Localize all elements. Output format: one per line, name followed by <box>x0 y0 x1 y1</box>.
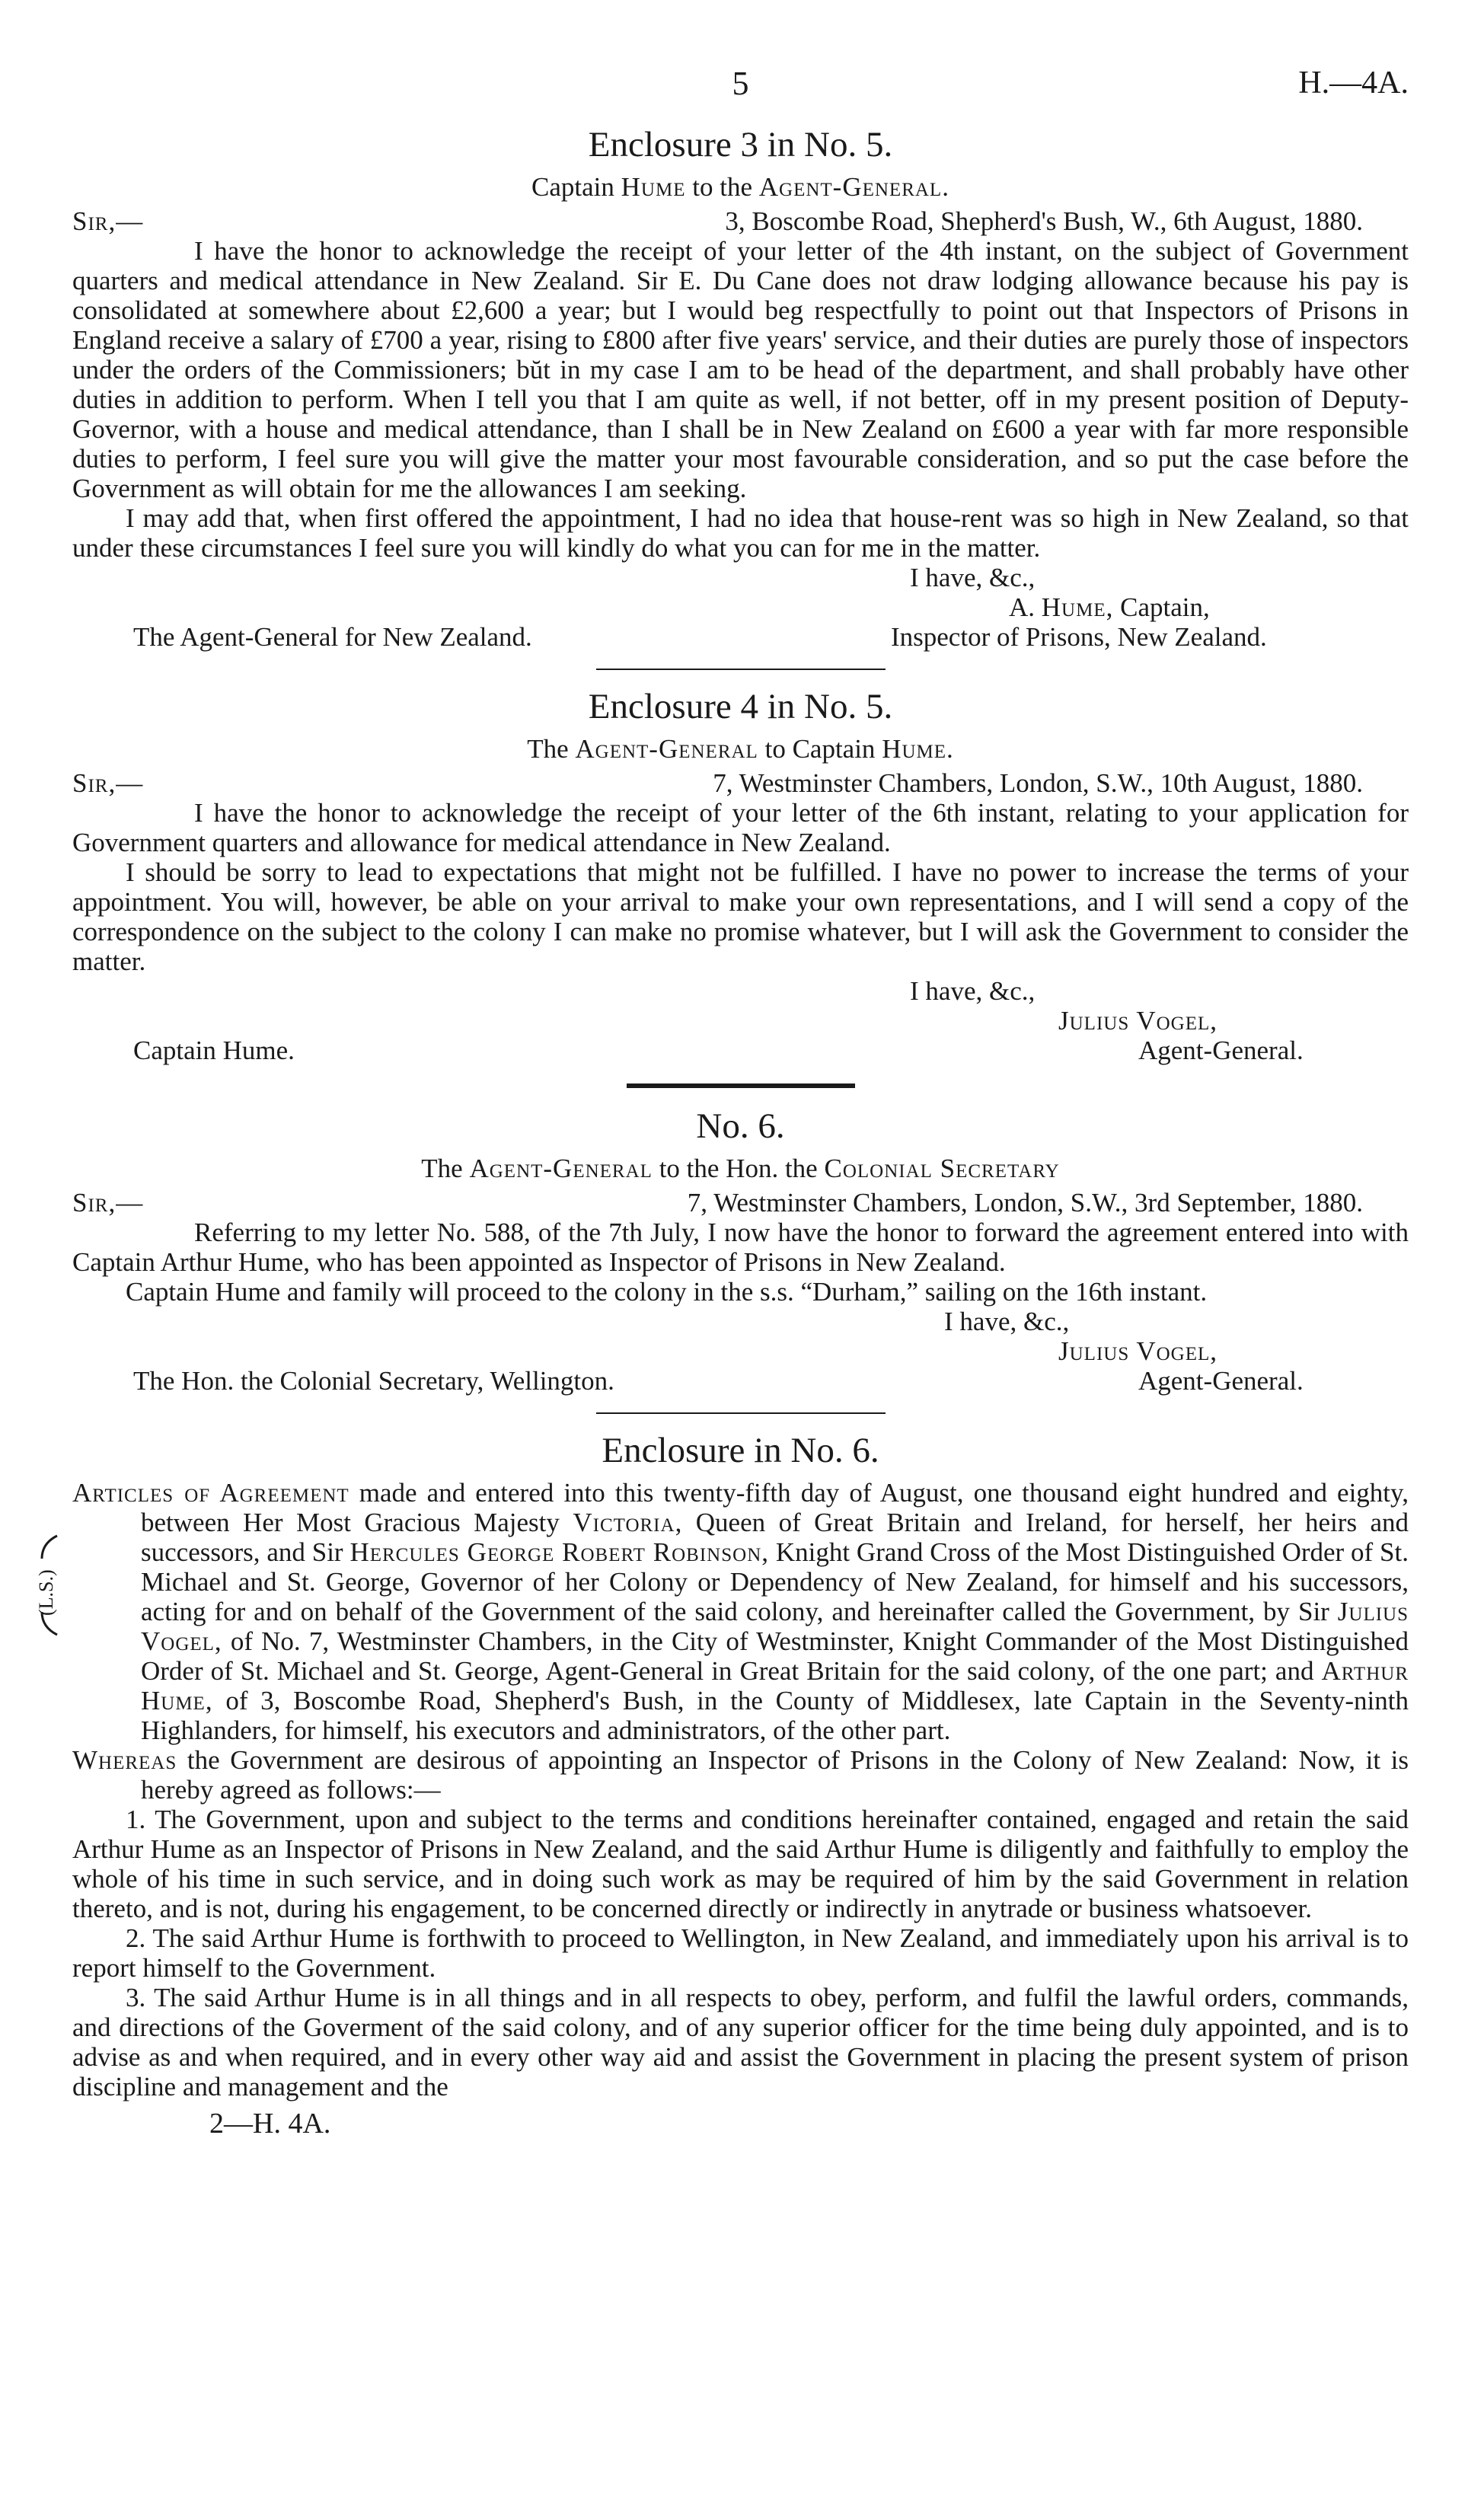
closing-line <box>72 976 1409 1006</box>
subtitle-text: to Captain <box>764 734 876 764</box>
signature-mark: 2—H. 4A. <box>209 2108 331 2140</box>
letter-paragraph: I may add that, when first offered the appointment, I had no idea that house-rent was so high in New Zealand, so that under these circumstances I feel sure you will kindly do what you can for me in the matter. <box>72 503 1409 563</box>
page-header <box>72 65 1409 114</box>
section-divider <box>596 1412 886 1414</box>
letter-paragraph: I have the honor to acknowledge the receipt of your letter of the 6th instant, relating to your application for Government quarters and allowance for medical attendance in New Zealand. <box>72 798 1409 857</box>
signatory-title: Agent-General. <box>1138 1036 1304 1065</box>
signatory-title: Agent-General. <box>1138 1366 1304 1396</box>
addressee-line <box>72 622 1409 652</box>
clause-1: 1. The Government, upon and subject to the terms and conditions hereinafter contained, engaged and retain the said Arthur Hume as an Inspector of Prisons in New Zealand, and the said Arthur Hume is diligently and faithfully to employ the whole of his time in such service, and in doing such work as may be required of him by the said Government in relation thereto, and is not, during his engagement, to be concerned directly or indirectly in anytrade or business whatsoever. <box>72 1805 1409 1923</box>
subtitle-name: Hume <box>621 172 686 202</box>
paper-code: H.—4A. <box>1298 65 1409 101</box>
signature-line <box>72 1006 1409 1036</box>
seal-label: (L.S.) <box>35 1569 57 1616</box>
section-subtitle <box>72 1154 1409 1183</box>
closing-line <box>72 563 1409 592</box>
section-subtitle <box>72 172 1409 202</box>
subtitle-text: The <box>421 1154 463 1183</box>
letter-address: 7, Westminster Chambers, London, S.W., 3rd September, 1880. <box>687 1188 1363 1218</box>
salutation: Sir,— <box>72 206 144 236</box>
seal-mark <box>27 1528 72 1642</box>
closing: I have, &c., <box>944 1307 1070 1336</box>
letter-paragraph: Referring to my letter No. 588, of the 7th July, I now have the honor to forward the agreement entered into with Captain Arthur Hume, who has been appointed as Inspector of Prisons in New Zealand. <box>72 1218 1409 1277</box>
letter-paragraph: I should be sorry to lead to expectations that might not be fulfilled. I have no power to increase the terms of your appointment. You will, however, be able on your arrival to make your own representations, and I will send a copy of the correspondence on the subject to the colony I can make no promise whatever, but I will ask the Government to consider the matter. <box>72 857 1409 976</box>
section-divider <box>596 669 886 670</box>
letter-heading <box>72 1188 1409 1218</box>
section-title: Enclosure 3 in No. 5. <box>588 125 893 164</box>
subtitle-name: Agent-General <box>469 1154 653 1183</box>
letter-heading <box>72 206 1409 236</box>
document-page <box>35 65 1409 2140</box>
enclosure-4 <box>72 685 1409 1065</box>
letter-address: 7, Westminster Chambers, London, S.W., 10th August, 1880. <box>713 768 1363 798</box>
enclosure-no-6 <box>35 1429 1409 2102</box>
signature: Julius Vogel, <box>1058 1336 1218 1366</box>
subtitle-name: Hume. <box>882 734 954 764</box>
subtitle-text: to the Hon. the <box>659 1154 818 1183</box>
enclosure-3 <box>72 123 1409 652</box>
section-title: Enclosure in No. 6. <box>602 1431 879 1470</box>
salutation: Sir,— <box>72 768 144 798</box>
subtitle-name: Colonial Secretary <box>824 1154 1060 1183</box>
subtitle-text: Captain <box>531 172 614 202</box>
subtitle-name: Agent-General. <box>758 172 949 202</box>
signature: A. Hume, Captain, <box>1009 592 1210 622</box>
closing-line <box>72 1307 1409 1336</box>
letter-paragraph: I have the honor to acknowledge the receipt of your letter of the 4th instant, on the subject of Government quarters and medical attendance in New Zealand. Sir E. Du Cane does not draw lodging allowance because his pay is consolidated at somewhere about £2,600 a year; but I would beg respectfully to point out that Inspectors of Prisons in England receive a salary of £700 a year, rising to £800 after five years' service, and their duties are purely those of inspectors under the orders of the Commissioners; bŭt in my case I am to be head of the department, and shall probably have other duties in addition to perform. When I tell you that I am quite as well, if not better, off in my present position of Deputy-Governor, with a house and medical attendance, than I shall be in New Zealand on £600 a year with far more responsible duties to perform, I feel sure you will give the matter your most favourable consideration, and so put the case before the Government as will obtain for me the allowances I am seeking. <box>72 236 1409 503</box>
addressee-line <box>72 1366 1409 1396</box>
section-title: No. 6. <box>696 1106 785 1146</box>
closing: I have, &c., <box>910 976 1036 1006</box>
salutation: Sir,— <box>72 1188 144 1218</box>
letter-paragraph: Captain Hume and family will proceed to the colony in the s.s. “Durham,” sailing on the 16th instant. <box>126 1277 1208 1307</box>
section-title: Enclosure 4 in No. 5. <box>588 687 893 726</box>
articles-lead: Articles of Agreement <box>72 1478 349 1508</box>
subtitle-name: Agent-General <box>575 734 758 764</box>
page-number: 5 <box>732 65 749 102</box>
clause-3: 3. The said Arthur Hume is in all things and in all respects to obey, perform, and fulfil the lawful orders, commands, and directions of the Goverment of the said colony, and of any superior officer for the time being duly appointed, and is to advise as and when required, and in every other way aid and assist the Government in placing the present system of prison discipline and management and the <box>72 1983 1409 2102</box>
signatory-title: Inspector of Prisons, New Zealand. <box>891 622 1267 652</box>
closing: I have, &c., <box>910 563 1036 592</box>
signature-line <box>72 592 1409 622</box>
signature: Julius Vogel, <box>1058 1006 1218 1036</box>
letter-heading <box>72 768 1409 798</box>
articles-paragraph: Articles of Agreement made and entered into this twenty-fifth day of August, one thousand eight hundred and eighty, between Her Most Gracious Majesty Victoria, Queen of Great Britain and Ireland, for herself, her heirs and successors, and Sir Hercules George Robert Robinson, Knight Grand Cross of the Most Distinguished Order of St. Michael and St. George, Governor of her Colony or Dependency of New Zealand, for himself and his successors, acting for and on behalf of the Government of the said colony, and hereinafter called the Government, by Sir Julius Vogel, of No. 7, Westminster Chambers, in the City of Westminster, Knight Commander of the Most Distinguished Order of St. Michael and St. George, Agent-General in Great Britain for the said colony, of the one part; and Arthur Hume, of 3, Boscombe Road, Shepherd's Bush, in the County of Middlesex, late Captain in the Seventy-ninth Highlanders, for himself, his executors and administrators, of the other part. <box>72 1478 1409 1745</box>
clause-2: 2. The said Arthur Hume is forthwith to proceed to Wellington, in New Zealand, and immediately upon his arrival is to report himself to the Government. <box>72 1923 1409 1983</box>
section-subtitle <box>72 734 1409 764</box>
subtitle-text: to the <box>692 172 752 202</box>
addressee: The Agent-General for New Zealand. <box>133 622 532 652</box>
addressee: The Hon. the Colonial Secretary, Wellington. <box>133 1366 614 1396</box>
subtitle-text: The <box>527 734 569 764</box>
addressee: Captain Hume. <box>133 1036 295 1065</box>
whereas-paragraph: Whereas the Government are desirous of appointing an Inspector of Prisons in the Colony of New Zealand: Now, it is hereby agreed as follows:— <box>72 1745 1409 1805</box>
addressee-line <box>72 1036 1409 1065</box>
signature-line <box>72 1336 1409 1366</box>
section-divider-thick <box>627 1083 855 1088</box>
letter-address: 3, Boscombe Road, Shepherd's Bush, W., 6th August, 1880. <box>725 206 1363 236</box>
letter-no-6 <box>72 1105 1409 1396</box>
